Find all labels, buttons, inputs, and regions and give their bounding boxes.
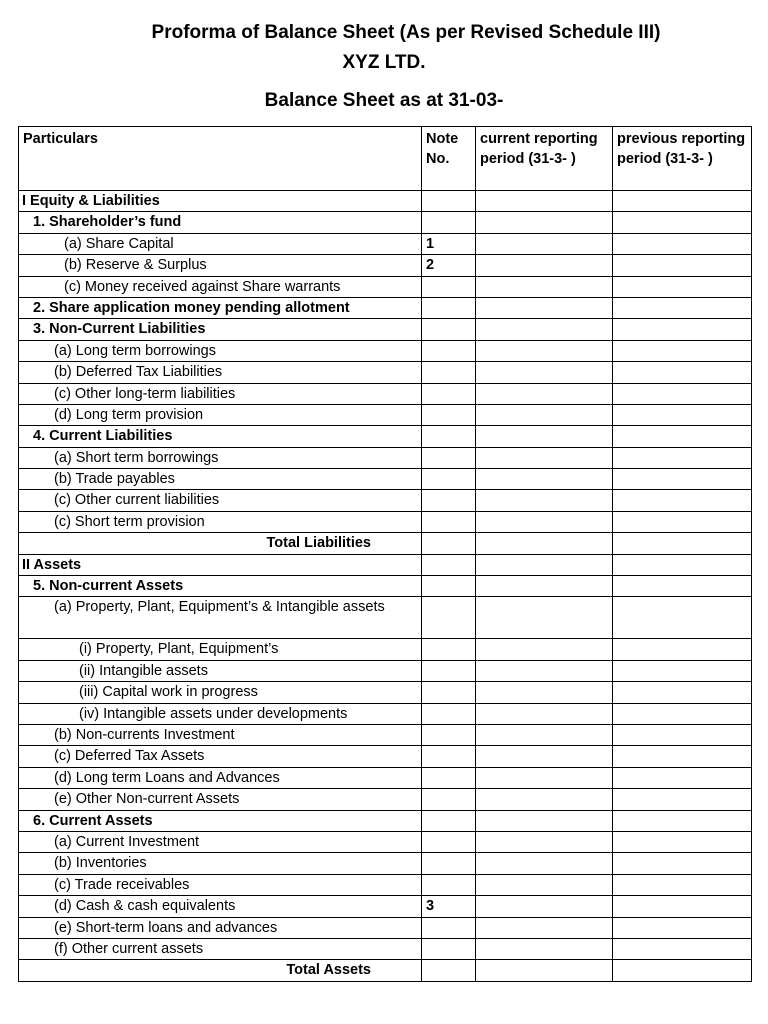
table-row — [19, 896, 752, 917]
row-note-number — [422, 383, 476, 404]
table-row — [19, 511, 752, 532]
row-note-number — [422, 682, 476, 703]
row-particulars: (f) Other current assets — [19, 938, 422, 959]
row-current-period — [476, 191, 613, 212]
row-previous-period — [613, 533, 752, 554]
row-particulars: (d) Long term Loans and Advances — [19, 767, 422, 788]
table-row — [19, 810, 752, 831]
row-note-number — [422, 660, 476, 681]
row-previous-period — [613, 639, 752, 660]
row-previous-period — [613, 469, 752, 490]
row-note-number — [422, 511, 476, 532]
row-note-number — [422, 340, 476, 361]
row-previous-period — [613, 191, 752, 212]
row-current-period — [476, 938, 613, 959]
row-previous-period — [613, 511, 752, 532]
row-particulars: 6. Current Assets — [19, 810, 422, 831]
row-particulars: (c) Other current liabilities — [19, 490, 422, 511]
table-row — [19, 938, 752, 959]
row-current-period — [476, 362, 613, 383]
row-note-number — [422, 362, 476, 383]
row-note-number — [422, 276, 476, 297]
row-current-period — [476, 639, 613, 660]
column-header-particulars: Particulars — [19, 127, 422, 191]
row-current-period — [476, 917, 613, 938]
row-note-number — [422, 212, 476, 233]
row-current-period — [476, 703, 613, 724]
table-row — [19, 831, 752, 852]
row-particulars: (b) Deferred Tax Liabilities — [19, 362, 422, 383]
row-particulars: (a) Property, Plant, Equipment’s & Intangible assets — [19, 597, 422, 639]
row-particulars: (b) Inventories — [19, 853, 422, 874]
row-previous-period — [613, 490, 752, 511]
row-particulars: Total Liabilities — [19, 533, 422, 554]
table-row — [19, 276, 752, 297]
row-previous-period — [613, 383, 752, 404]
row-current-period — [476, 233, 613, 254]
row-particulars: (e) Other Non-current Assets — [19, 789, 422, 810]
table-row — [19, 255, 752, 276]
row-note-number — [422, 297, 476, 318]
row-current-period — [476, 576, 613, 597]
row-particulars: (c) Other long-term liabilities — [19, 383, 422, 404]
row-current-period — [476, 789, 613, 810]
table-row — [19, 874, 752, 895]
row-particulars: (iii) Capital work in progress — [19, 682, 422, 703]
row-note-number — [422, 853, 476, 874]
table-row — [19, 767, 752, 788]
table-row — [19, 554, 752, 575]
row-note-number — [422, 191, 476, 212]
row-particulars: (i) Property, Plant, Equipment’s — [19, 639, 422, 660]
row-previous-period — [613, 724, 752, 745]
row-current-period — [476, 276, 613, 297]
row-previous-period — [613, 426, 752, 447]
row-current-period — [476, 597, 613, 639]
row-particulars: (a) Long term borrowings — [19, 340, 422, 361]
table-row — [19, 447, 752, 468]
document-subtitle: Balance Sheet as at 31-03- — [264, 90, 504, 111]
table-row — [19, 383, 752, 404]
row-particulars: 3. Non-Current Liabilities — [19, 319, 422, 340]
table-row — [19, 917, 752, 938]
table-row — [19, 960, 752, 981]
row-note-number — [422, 576, 476, 597]
row-particulars: (c) Short term provision — [19, 511, 422, 532]
row-particulars: II Assets — [19, 554, 422, 575]
table-row — [19, 469, 752, 490]
row-particulars: 1. Shareholder’s fund — [19, 212, 422, 233]
row-particulars: (a) Share Capital — [19, 233, 422, 254]
row-previous-period — [613, 831, 752, 852]
row-note-number — [422, 554, 476, 575]
row-note-number — [422, 767, 476, 788]
row-previous-period — [613, 874, 752, 895]
table-row — [19, 597, 752, 639]
table-row — [19, 639, 752, 660]
row-particulars: (e) Short-term loans and advances — [19, 917, 422, 938]
row-note-number — [422, 319, 476, 340]
row-note-number — [422, 426, 476, 447]
row-current-period — [476, 340, 613, 361]
row-current-period — [476, 212, 613, 233]
row-note-number — [422, 831, 476, 852]
row-particulars: Total Assets — [19, 960, 422, 981]
table-row — [19, 233, 752, 254]
row-particulars: 5. Non-current Assets — [19, 576, 422, 597]
row-previous-period — [613, 810, 752, 831]
row-previous-period — [613, 767, 752, 788]
row-note-number — [422, 469, 476, 490]
row-particulars: (c) Deferred Tax Assets — [19, 746, 422, 767]
row-particulars: I Equity & Liabilities — [19, 191, 422, 212]
table-body — [19, 191, 752, 982]
column-header-previous: previous reporting period (31-3- ) — [613, 127, 752, 191]
row-note-number — [422, 874, 476, 895]
row-particulars: (c) Trade receivables — [19, 874, 422, 895]
row-previous-period — [613, 853, 752, 874]
row-current-period — [476, 831, 613, 852]
row-previous-period — [613, 233, 752, 254]
row-current-period — [476, 874, 613, 895]
row-particulars: (a) Current Investment — [19, 831, 422, 852]
row-previous-period — [613, 362, 752, 383]
table-row — [19, 576, 752, 597]
row-note-number — [422, 533, 476, 554]
row-note-number — [422, 639, 476, 660]
row-previous-period — [613, 297, 752, 318]
company-name: XYZ LTD. — [342, 52, 426, 73]
table-row — [19, 660, 752, 681]
table-row — [19, 362, 752, 383]
row-previous-period — [613, 789, 752, 810]
row-note-number — [422, 404, 476, 425]
row-note-number — [422, 447, 476, 468]
row-previous-period — [613, 703, 752, 724]
row-note-number — [422, 703, 476, 724]
row-note-number — [422, 490, 476, 511]
table-row — [19, 297, 752, 318]
row-particulars: (c) Money received against Share warrants — [19, 276, 422, 297]
row-previous-period — [613, 340, 752, 361]
row-particulars: (a) Short term borrowings — [19, 447, 422, 468]
row-previous-period — [613, 682, 752, 703]
row-note-number — [422, 746, 476, 767]
row-note-number — [422, 597, 476, 639]
row-previous-period — [613, 255, 752, 276]
row-note-number — [422, 960, 476, 981]
table-row — [19, 426, 752, 447]
row-previous-period — [613, 404, 752, 425]
row-previous-period — [613, 319, 752, 340]
row-note-number — [422, 724, 476, 745]
table-header-row — [19, 127, 752, 191]
column-header-note: Note No. — [422, 127, 476, 191]
row-current-period — [476, 724, 613, 745]
table-row — [19, 340, 752, 361]
row-current-period — [476, 511, 613, 532]
row-note-number — [422, 810, 476, 831]
row-previous-period — [613, 938, 752, 959]
row-particulars: (d) Long term provision — [19, 404, 422, 425]
table-row — [19, 533, 752, 554]
row-previous-period — [613, 660, 752, 681]
row-note-number: 2 — [422, 255, 476, 276]
row-current-period — [476, 297, 613, 318]
row-current-period — [476, 853, 613, 874]
row-current-period — [476, 767, 613, 788]
row-current-period — [476, 490, 613, 511]
row-current-period — [476, 746, 613, 767]
table-row — [19, 746, 752, 767]
row-current-period — [476, 426, 613, 447]
row-previous-period — [613, 917, 752, 938]
row-current-period — [476, 383, 613, 404]
row-previous-period — [613, 746, 752, 767]
row-current-period — [476, 810, 613, 831]
row-current-period — [476, 660, 613, 681]
row-particulars: 4. Current Liabilities — [19, 426, 422, 447]
row-current-period — [476, 404, 613, 425]
balance-sheet-table — [18, 126, 752, 982]
row-current-period — [476, 469, 613, 490]
row-current-period — [476, 533, 613, 554]
row-particulars: (b) Non-currents Investment — [19, 724, 422, 745]
table-row — [19, 682, 752, 703]
row-particulars: (b) Trade payables — [19, 469, 422, 490]
row-note-number — [422, 917, 476, 938]
row-current-period — [476, 896, 613, 917]
document-title: Proforma of Balance Sheet (As per Revised Schedule III) — [151, 22, 661, 43]
row-note-number — [422, 938, 476, 959]
table-row — [19, 853, 752, 874]
row-note-number — [422, 789, 476, 810]
row-particulars: 2. Share application money pending allotment — [19, 297, 422, 318]
row-previous-period — [613, 276, 752, 297]
row-current-period — [476, 682, 613, 703]
row-particulars: (d) Cash & cash equivalents — [19, 896, 422, 917]
row-previous-period — [613, 597, 752, 639]
table-row — [19, 703, 752, 724]
row-current-period — [476, 319, 613, 340]
table-row — [19, 191, 752, 212]
row-particulars: (iv) Intangible assets under developments — [19, 703, 422, 724]
row-previous-period — [613, 212, 752, 233]
row-previous-period — [613, 960, 752, 981]
table-row — [19, 404, 752, 425]
row-current-period — [476, 960, 613, 981]
row-previous-period — [613, 554, 752, 575]
row-previous-period — [613, 447, 752, 468]
row-note-number: 1 — [422, 233, 476, 254]
row-previous-period — [613, 896, 752, 917]
table-row — [19, 319, 752, 340]
row-current-period — [476, 554, 613, 575]
row-current-period — [476, 255, 613, 276]
row-previous-period — [613, 576, 752, 597]
column-header-current: current reporting period (31-3- ) — [476, 127, 613, 191]
row-particulars: (ii) Intangible assets — [19, 660, 422, 681]
table-row — [19, 789, 752, 810]
row-current-period — [476, 447, 613, 468]
table-row — [19, 490, 752, 511]
row-particulars: (b) Reserve & Surplus — [19, 255, 422, 276]
row-note-number: 3 — [422, 896, 476, 917]
table-row — [19, 724, 752, 745]
table-row — [19, 212, 752, 233]
